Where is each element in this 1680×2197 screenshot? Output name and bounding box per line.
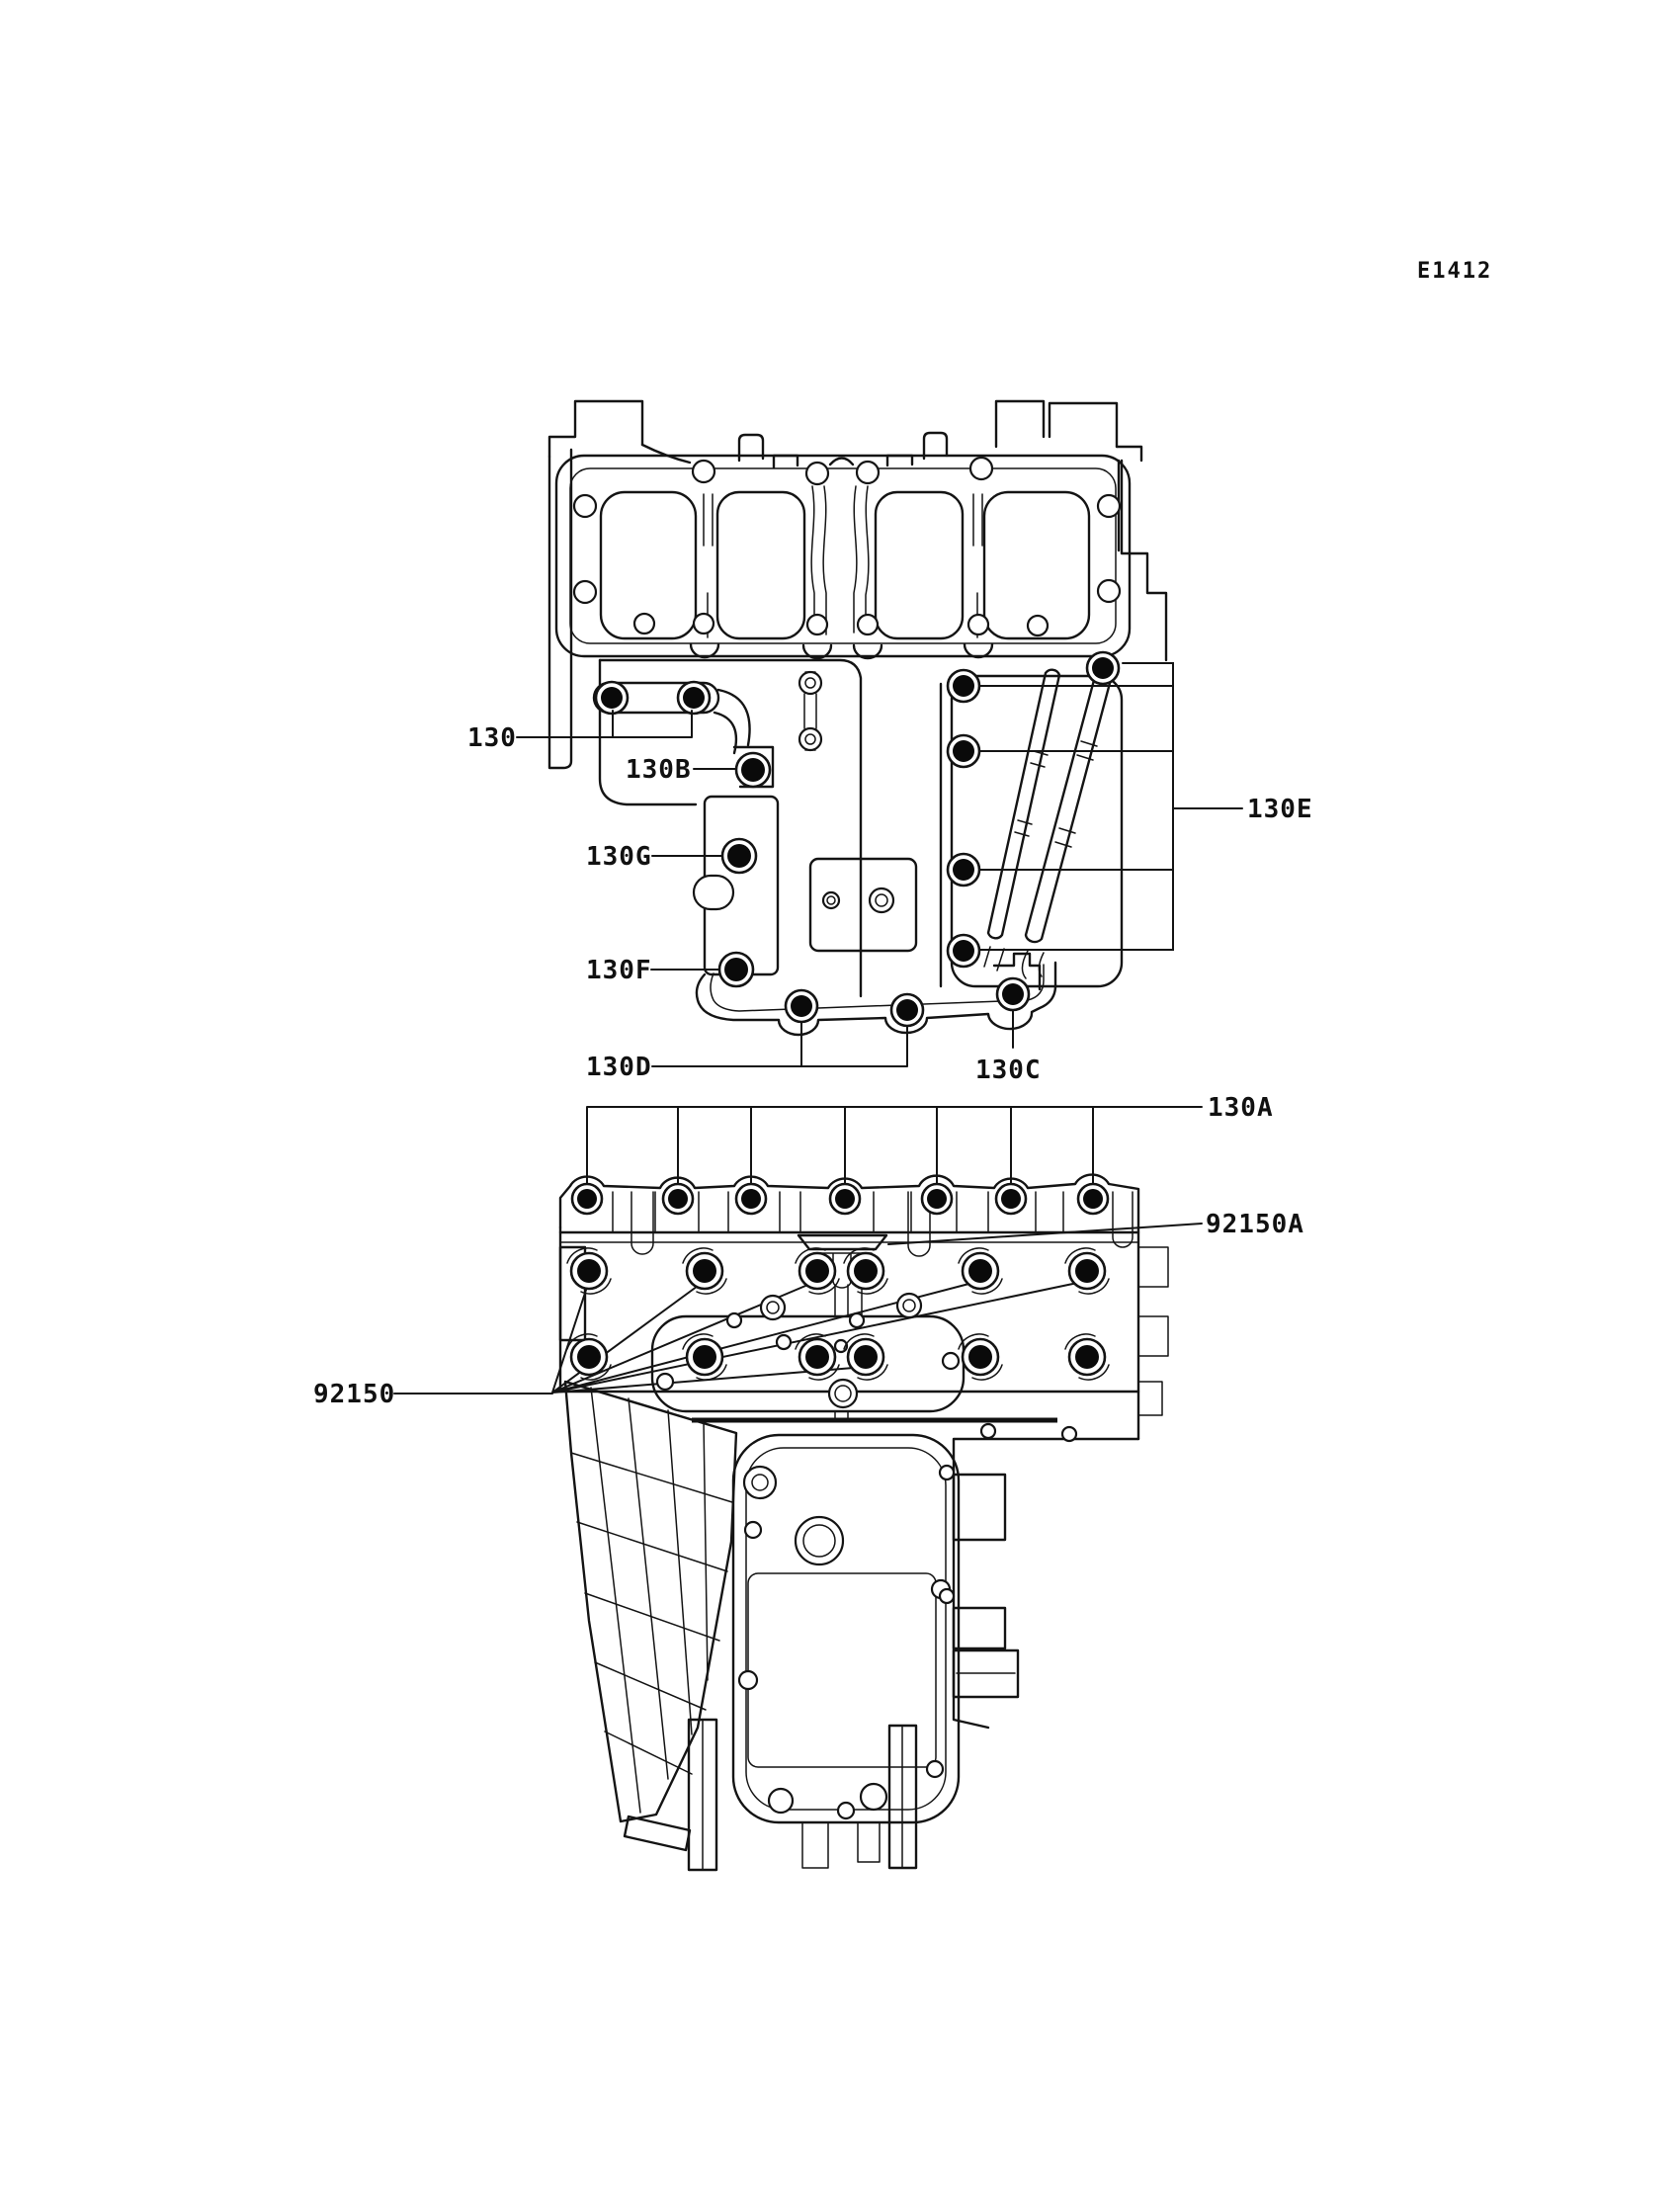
label-130: 130 — [467, 723, 517, 753]
cylinder-opening — [876, 492, 963, 638]
130E-bracket — [971, 663, 1173, 950]
dowel-link-part — [799, 672, 821, 750]
label-130D: 130D — [586, 1053, 652, 1082]
130A-callout — [587, 1093, 1274, 1185]
cylinder-opening — [717, 492, 804, 638]
page-code: E1412 — [1417, 259, 1493, 284]
label-130A: 130A — [1208, 1093, 1274, 1123]
label-130C: 130C — [975, 1056, 1042, 1085]
upper-case-lower-body — [594, 660, 1173, 1035]
gasket-bolt-holes — [574, 458, 1120, 635]
label-92150: 92150 — [313, 1380, 396, 1409]
label-92150A: 92150A — [1206, 1210, 1304, 1239]
label-130G: 130G — [586, 842, 652, 872]
right-block-face — [952, 676, 1122, 986]
lower-crankcase-view — [313, 1093, 1304, 1870]
oil-pan-flange — [733, 1435, 959, 1822]
lower-case-outline — [560, 1175, 1168, 1439]
label-130B: 130B — [626, 755, 692, 785]
cam-chain-guides — [984, 666, 1113, 989]
ribbed-side-panel — [565, 1382, 736, 1821]
upper-crankcase-view — [467, 401, 1313, 1085]
label-130F: 130F — [586, 956, 652, 985]
gasket-face — [556, 456, 1130, 658]
label-130E: 130E — [1247, 795, 1313, 824]
